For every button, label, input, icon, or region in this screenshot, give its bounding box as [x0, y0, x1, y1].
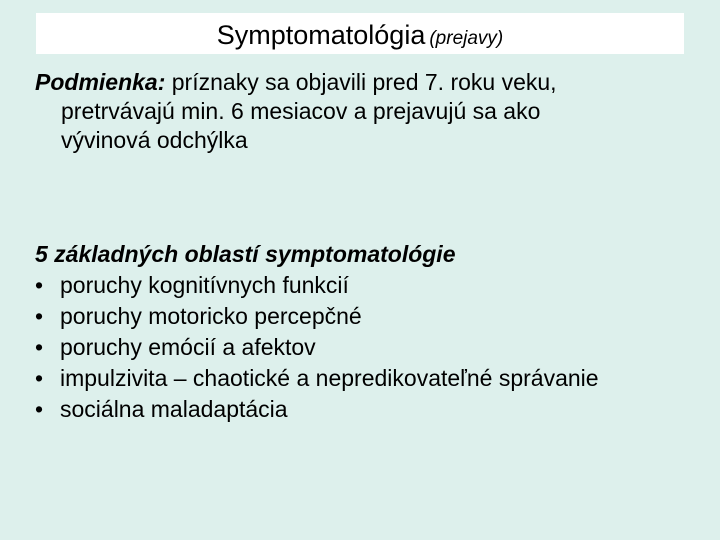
condition-label: Podmienka:	[35, 69, 166, 95]
slide-subtitle: (prejavy)	[429, 28, 504, 49]
slide-title: Symptomatológia	[216, 20, 426, 50]
bullet-icon: •	[35, 272, 44, 298]
condition-line-2: pretrvávajú min. 6 mesiacov a prejavujú sa ako	[61, 98, 541, 124]
list-item	[35, 394, 720, 425]
list-item-text: sociálna maladaptácia	[60, 396, 288, 422]
list-item	[35, 332, 720, 363]
list-item	[35, 363, 720, 394]
list-item-text: poruchy motoricko percepčné	[60, 303, 362, 329]
areas-list	[35, 270, 720, 425]
areas-heading: 5 základných oblastí symptomatológie	[35, 241, 456, 267]
bullet-icon: •	[35, 303, 44, 329]
condition-line-1: príznaky sa objavili pred 7. roku veku,	[165, 69, 557, 95]
title-box	[36, 13, 684, 54]
list-item-text: poruchy kognitívnych funkcií	[60, 272, 349, 298]
symptom-areas	[35, 239, 720, 425]
condition-line-3: vývinová odchýlka	[61, 127, 248, 153]
list-item-text: impulzivita – chaotické a nepredikovateľné správanie	[60, 365, 599, 391]
list-item-text: poruchy emócií a afektov	[60, 334, 316, 360]
list-item	[35, 301, 720, 332]
bullet-icon: •	[35, 396, 44, 422]
bullet-icon: •	[35, 334, 44, 360]
condition-paragraph	[35, 68, 695, 155]
bullet-icon: •	[35, 365, 44, 391]
list-item	[35, 270, 720, 301]
